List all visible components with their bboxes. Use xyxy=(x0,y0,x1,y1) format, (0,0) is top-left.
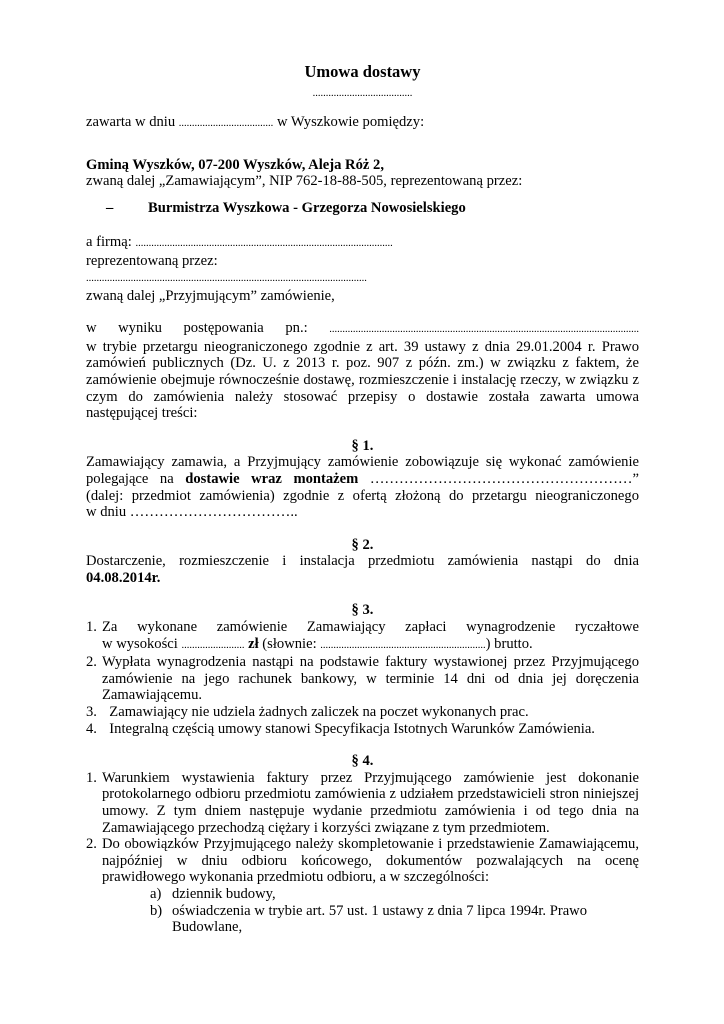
item-number: 1. xyxy=(86,769,97,786)
section-3-item-3 xyxy=(86,704,639,721)
section-3-heading: § 3. xyxy=(351,602,374,619)
party2-firm xyxy=(86,234,639,253)
section-1-line2-after: ………………………………………………” xyxy=(358,470,639,487)
title-date-placeholder: ...................................... xyxy=(312,88,413,99)
section-2-heading: § 2. xyxy=(351,536,374,553)
item-text: Do obowiązków Przyjmującego należy skompletowanie i przedstawienie Zamawiającemu, najpóźniej w dniu odbioru końcowego, dokumentów pozwalających na ocenę prawidłowego wykonania przedmiotu odbioru, a w szczególności: xyxy=(102,836,639,886)
section-3-item-1-line2 xyxy=(102,636,639,655)
intro-line1 xyxy=(86,320,639,339)
section-2-line1: Dostarczenie, rozmieszczenie i instalacja przedmiotu zamówienia nastąpi do dnia xyxy=(86,553,639,570)
subitem-text: oświadczenia w trybie art. 57 ust. 1 ustawy z dnia 7 lipca 1994r. Prawo Budowlane, xyxy=(172,902,588,936)
brutto-label: ) brutto. xyxy=(485,635,533,652)
words-label: (słownie: xyxy=(258,635,321,652)
section-4-subitem-a xyxy=(150,886,639,903)
item-number: 2. xyxy=(86,654,97,671)
concluded-after: w Wyszkowie pomiędzy: xyxy=(273,114,425,130)
section-4-subitem-b xyxy=(150,903,639,936)
section-1-line3: (dalej: przedmiot zamówienia) zgodnie z ofertą złożoną do przetargu nieograniczonego xyxy=(86,487,639,504)
item-number: 3. xyxy=(86,704,97,721)
item-text: Wypłata wynagrodzenia nastąpi na podstawie faktury wystawionej przez Przyjmującego zamówienie na jego rachunek bankowy, w terminie 14 dni od dnia jej doręczenia Zamawiającemu. xyxy=(102,654,639,704)
party1-representative xyxy=(86,200,639,217)
amount-label: w wysokości xyxy=(102,635,182,652)
section-1-line2-before: polegające na xyxy=(86,470,186,487)
party2-rep-label: reprezentowaną przez: xyxy=(86,252,218,269)
section-1-heading: § 1. xyxy=(351,437,374,454)
party2-desc: zwaną dalej „Przyjmującym” zamówienie, xyxy=(86,287,335,304)
party1-rep-name: Burmistrza Wyszkowa - Grzegorza Nowosielskiego xyxy=(148,199,466,216)
item-number: 1. xyxy=(86,619,97,636)
section-1-subject: dostawie wraz montażem xyxy=(185,470,359,487)
document-title: Umowa dostawy xyxy=(304,62,421,81)
subitem-letter: b) xyxy=(150,902,163,919)
section-1-line2 xyxy=(86,471,639,488)
section-3-item-1 xyxy=(86,619,639,654)
document-body xyxy=(86,58,639,936)
section-1-line1: Zamawiający zamawia, a Przyjmujący zamówienie zobowiązuje się wykonać zamówienie xyxy=(86,454,639,471)
section-1-line4: w dniu …………………………….. xyxy=(86,504,298,521)
section-4-heading: § 4. xyxy=(351,753,374,770)
section-4-item-2 xyxy=(86,836,639,886)
intro-procedure-placeholder: ...................................................................................................................... xyxy=(329,324,639,336)
section-3-item-1-line1: Za wykonane zamówienie Zamawiający zapłaci wynagrodzenie ryczałtowe xyxy=(102,619,639,636)
party1-name: Gminą Wyszków, 07-200 Wyszków, Aleja Róż 2, xyxy=(86,156,384,173)
subitem-text: dziennik budowy, xyxy=(172,885,276,902)
section-3-item-2 xyxy=(86,654,639,704)
intro-body: w trybie przetargu nieograniczonego zgodnie z art. 39 ustawy z dnia 29.01.2004 r. Prawo zamówień publicznych (Dz. U. z 2013 r. poz. 907 z późn. zm.) w związku z faktem, że zamówienie obejmuje równocześnie dostawę, rozmieszczenie i instalację rzeczy, w związku z czym do zamówienia należy stosować przepisy o dostawie została zawarta umowa następującej treści: xyxy=(86,338,639,422)
party2-firm-label: a firmą: xyxy=(86,234,136,251)
item-number: 4. xyxy=(86,720,97,737)
party2-rep-placeholder: ........................................................................................................... xyxy=(86,272,367,284)
section-4-item-1 xyxy=(86,770,639,836)
currency-label: zł xyxy=(244,635,259,652)
dash-bullet: – xyxy=(106,199,114,216)
item-text xyxy=(102,619,639,654)
party1-desc: zwaną dalej „Zamawiającym”, NIP 762-18-88-505, reprezentowaną przez: xyxy=(86,173,523,190)
section-2-date: 04.08.2014r. xyxy=(86,569,161,586)
amount-words-placeholder: ............................................................... xyxy=(320,639,486,651)
item-text: Warunkiem wystawienia faktury przez Przyjmującego zamówienie jest dokonanie protokolarnego odbioru przedmiotu zamówienia z udziałem przedstawicieli stron niniejszej umowy. Z tym dniem następuje wydanie przedmiotu zamówienia i od tego dnia na Zamawiającego przechodzą ciężary i korzyści związane z tym przedmiotem. xyxy=(102,769,639,836)
section-3-item-4 xyxy=(86,721,639,738)
item-number: 2. xyxy=(86,836,97,853)
subitem-letter: a) xyxy=(150,885,162,902)
amount-placeholder: ........................ xyxy=(181,639,245,651)
concluded-date-placeholder: .................................... xyxy=(178,118,274,129)
intro-line1-text: w wyniku postępowania pn.: xyxy=(86,320,330,337)
item-text: Integralną częścią umowy stanowi Specyfikacja Istotnych Warunków Zamówienia. xyxy=(102,720,595,737)
concluded-before: zawarta w dniu xyxy=(86,114,179,130)
concluded-line xyxy=(86,114,639,133)
party2-firm-placeholder: .................................................................................................. xyxy=(135,238,393,250)
item-text: Zamawiający nie udziela żadnych zaliczek na poczet wykonanych prac. xyxy=(102,704,529,721)
